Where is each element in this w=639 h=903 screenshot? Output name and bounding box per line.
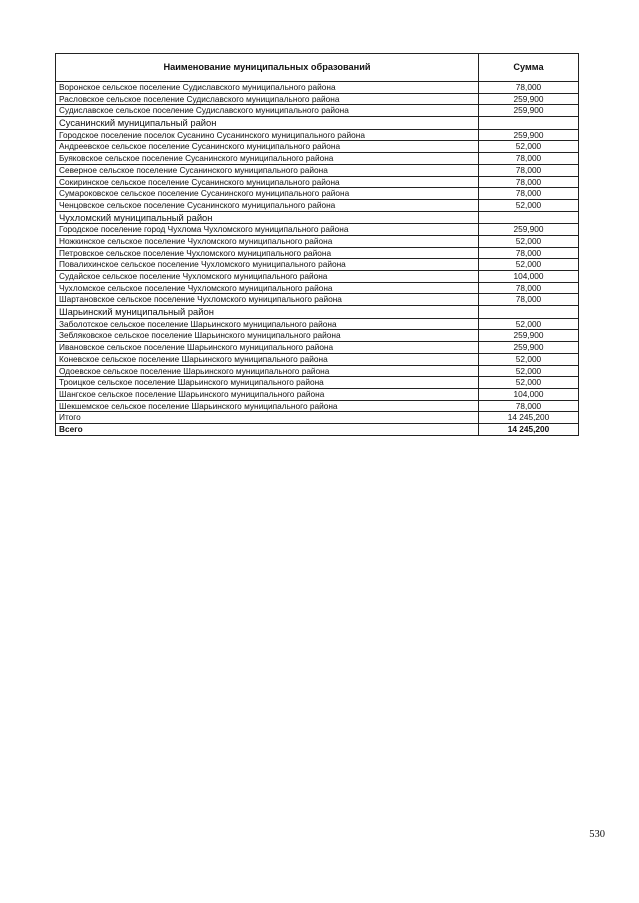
column-header-name: Наименование муниципальных образований: [56, 54, 479, 82]
table-row: [56, 235, 579, 247]
table-row: [56, 330, 579, 342]
table-header-row: [56, 54, 579, 82]
cell-name: Сусанинский муниципальный район: [56, 117, 479, 130]
table-row: [56, 365, 579, 377]
cell-sum: 78,000: [479, 176, 579, 188]
cell-name: Итого: [56, 412, 479, 424]
cell-sum: [479, 306, 579, 319]
table-row: [56, 176, 579, 188]
table-row: [56, 105, 579, 117]
district-header-row: [56, 211, 579, 224]
cell-sum: 78,000: [479, 400, 579, 412]
cell-sum: 259,900: [479, 342, 579, 354]
cell-name: Северное сельское поселение Сусанинского муниципального района: [56, 164, 479, 176]
subtotal-row: [56, 412, 579, 424]
cell-sum: 52,000: [479, 199, 579, 211]
municipal-budget-table: [55, 53, 579, 436]
cell-name: Шарьинский муниципальный район: [56, 306, 479, 319]
cell-name: Сокиринское сельское поселение Сусанинского муниципального района: [56, 176, 479, 188]
cell-sum: 78,000: [479, 282, 579, 294]
table-row: [56, 247, 579, 259]
cell-name: Петровское сельское поселение Чухломского муниципального района: [56, 247, 479, 259]
table-row: [56, 224, 579, 236]
table-row: [56, 400, 579, 412]
cell-name: Воронское сельское поселение Судиславского муниципального района: [56, 82, 479, 94]
cell-sum: [479, 117, 579, 130]
cell-sum: 104,000: [479, 271, 579, 283]
cell-sum: 78,000: [479, 82, 579, 94]
cell-name: Троицкое сельское поселение Шарьинского муниципального района: [56, 377, 479, 389]
table-row: [56, 129, 579, 141]
cell-name: Сумароковское сельское поселение Сусанинского муниципального района: [56, 188, 479, 200]
cell-sum: 78,000: [479, 188, 579, 200]
cell-sum: 259,900: [479, 105, 579, 117]
cell-name: Городское поселение город Чухлома Чухломского муниципального района: [56, 224, 479, 236]
district-header-row: [56, 117, 579, 130]
cell-name: Ножкинское сельское поселение Чухломского муниципального района: [56, 235, 479, 247]
table-row: [56, 318, 579, 330]
cell-sum: 14 245,200: [479, 424, 579, 436]
cell-name: Судайское сельское поселение Чухломского муниципального района: [56, 271, 479, 283]
cell-name: Шартановское сельское поселение Чухломского муниципального района: [56, 294, 479, 306]
table-row: [56, 377, 579, 389]
cell-sum: 78,000: [479, 294, 579, 306]
table-row: [56, 199, 579, 211]
cell-sum: [479, 211, 579, 224]
cell-name: Расловское сельское поселение Судиславского муниципального района: [56, 93, 479, 105]
column-header-sum: Сумма: [479, 54, 579, 82]
cell-name: Судиславское сельское поселение Судиславского муниципального района: [56, 105, 479, 117]
cell-name: Заболотское сельское поселение Шарьинского муниципального района: [56, 318, 479, 330]
table-row: [56, 353, 579, 365]
cell-sum: 14 245,200: [479, 412, 579, 424]
cell-name: Зебляковское сельское поселение Шарьинского муниципального района: [56, 330, 479, 342]
cell-name: Шекшемское сельское поселение Шарьинского муниципального района: [56, 400, 479, 412]
cell-sum: 259,900: [479, 93, 579, 105]
table-row: [56, 259, 579, 271]
table-row: [56, 153, 579, 165]
cell-name: Повалихинское сельское поселение Чухломского муниципального района: [56, 259, 479, 271]
table-row: [56, 271, 579, 283]
cell-name: Буяковское сельское поселение Сусанинского муниципального района: [56, 153, 479, 165]
cell-name: Андреевское сельское поселение Сусанинского муниципального района: [56, 141, 479, 153]
cell-name: Всего: [56, 424, 479, 436]
cell-sum: 52,000: [479, 318, 579, 330]
cell-name: Ивановское сельское поселение Шарьинского муниципального района: [56, 342, 479, 354]
cell-sum: 259,900: [479, 224, 579, 236]
cell-name: Чухломское сельское поселение Чухломского муниципального района: [56, 282, 479, 294]
cell-sum: 78,000: [479, 153, 579, 165]
cell-name: Коневское сельское поселение Шарьинского муниципального района: [56, 353, 479, 365]
cell-sum: 52,000: [479, 353, 579, 365]
district-header-row: [56, 306, 579, 319]
cell-name: Городское поселение поселок Сусанино Сусанинского муниципального района: [56, 129, 479, 141]
cell-sum: 52,000: [479, 259, 579, 271]
cell-sum: 104,000: [479, 388, 579, 400]
table-row: [56, 388, 579, 400]
cell-sum: 52,000: [479, 377, 579, 389]
table-row: [56, 164, 579, 176]
cell-sum: 78,000: [479, 164, 579, 176]
cell-sum: 52,000: [479, 235, 579, 247]
cell-name: Шангское сельское поселение Шарьинского муниципального района: [56, 388, 479, 400]
cell-sum: 259,900: [479, 330, 579, 342]
table-row: [56, 282, 579, 294]
table-row: [56, 342, 579, 354]
cell-sum: 78,000: [479, 247, 579, 259]
table-body: [56, 82, 579, 436]
cell-name: Одоевское сельское поселение Шарьинского муниципального района: [56, 365, 479, 377]
table-row: [56, 294, 579, 306]
table-row: [56, 82, 579, 94]
cell-sum: 259,900: [479, 129, 579, 141]
table-row: [56, 188, 579, 200]
page-number: 530: [589, 829, 605, 840]
cell-name: Чухломский муниципальный район: [56, 211, 479, 224]
table-row: [56, 141, 579, 153]
cell-name: Ченцовское сельское поселение Сусанинского муниципального района: [56, 199, 479, 211]
grand-total-row: [56, 424, 579, 436]
cell-sum: 52,000: [479, 141, 579, 153]
cell-sum: 52,000: [479, 365, 579, 377]
table-row: [56, 93, 579, 105]
